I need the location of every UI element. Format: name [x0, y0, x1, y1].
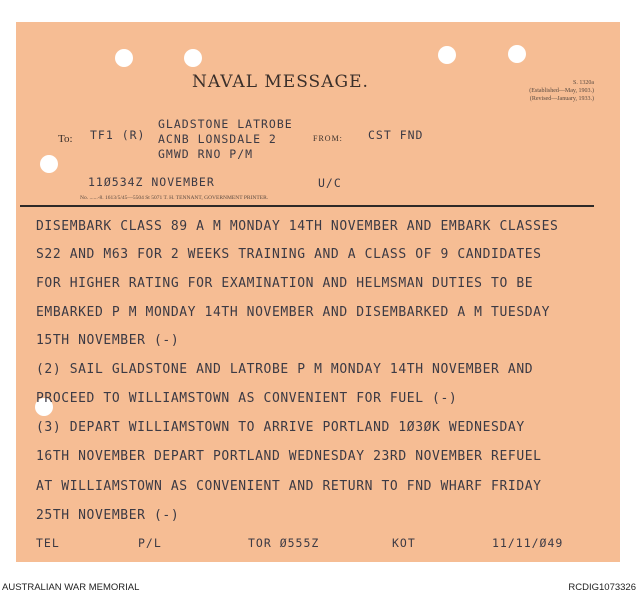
form-established: (Established—May, 1903.)	[529, 88, 594, 94]
to-code: TF1 (R)	[90, 128, 146, 142]
archive-credit: AUSTRALIAN WAR MEMORIAL	[2, 582, 140, 593]
punch-hole	[115, 49, 133, 67]
addressee-line: GMWD RNO P/M	[158, 147, 254, 161]
trailer-date: 11/11/Ø49	[492, 536, 564, 550]
addressee-line: ACNB LONSDALE 2	[158, 132, 277, 146]
from-label: FROM:	[313, 134, 343, 143]
message-line: (2) SAIL GLADSTONE AND LATROBE P M MONDAY 14TH NOVEMBER AND	[36, 362, 534, 377]
trailer-operator: KOT	[392, 536, 416, 550]
trailer-tor: TOR Ø555Z	[248, 536, 320, 550]
archive-id: RCDIG1073326	[568, 582, 636, 593]
punch-hole	[184, 49, 202, 67]
message-line: PROCEED TO WILLIAMSTOWN AS CONVENIENT FOR FUEL (-)	[36, 391, 458, 406]
message-line: FOR HIGHER RATING FOR EXAMINATION AND HELMSMAN DUTIES TO BE	[36, 276, 534, 291]
form-number-block	[494, 79, 594, 103]
classification: U/C	[318, 176, 342, 190]
message-line: 16TH NOVEMBER DEPART PORTLAND WEDNESDAY 23RD NOVEMBER REFUEL	[36, 449, 542, 464]
trailer-tel: TEL	[36, 536, 60, 550]
message-line: S22 AND M63 FOR 2 WEEKS TRAINING AND A CLASS OF 9 CANDIDATES	[36, 247, 542, 262]
message-line: 15TH NOVEMBER (-)	[36, 333, 180, 348]
message-line: (3) DEPART WILLIAMSTOWN TO ARRIVE PORTLAND 1Ø3ØK WEDNESDAY	[36, 420, 525, 435]
addressee-line: GLADSTONE LATROBE	[158, 117, 293, 131]
date-time-group: 11Ø534Z NOVEMBER	[88, 175, 215, 189]
printer-line: No. ......-8. 1613/5/45—5504 St 5071 T. H. TENNANT, GOVERNMENT PRINTER.	[80, 195, 269, 201]
punch-hole	[508, 45, 526, 63]
from-value: CST FND	[368, 128, 424, 142]
message-line: EMBARKED P M MONDAY 14TH NOVEMBER AND DISEMBARKED A M TUESDAY	[36, 305, 551, 320]
to-label: To:	[58, 133, 73, 145]
message-line: 25TH NOVEMBER (-)	[36, 508, 180, 523]
trailer-pl: P/L	[138, 536, 162, 550]
message-line: AT WILLIAMSTOWN AS CONVENIENT AND RETURN TO FND WHARF FRIDAY	[36, 479, 542, 494]
form-revised: (Revised—January, 1933.)	[529, 96, 594, 102]
message-line: DISEMBARK CLASS 89 A M MONDAY 14TH NOVEMBER AND EMBARK CLASSES	[36, 219, 559, 234]
form-title: NAVAL MESSAGE.	[192, 72, 369, 92]
divider-rule	[20, 205, 594, 207]
form-number: S. 1320a	[573, 80, 594, 86]
punch-hole	[438, 46, 456, 64]
punch-hole	[40, 155, 58, 173]
